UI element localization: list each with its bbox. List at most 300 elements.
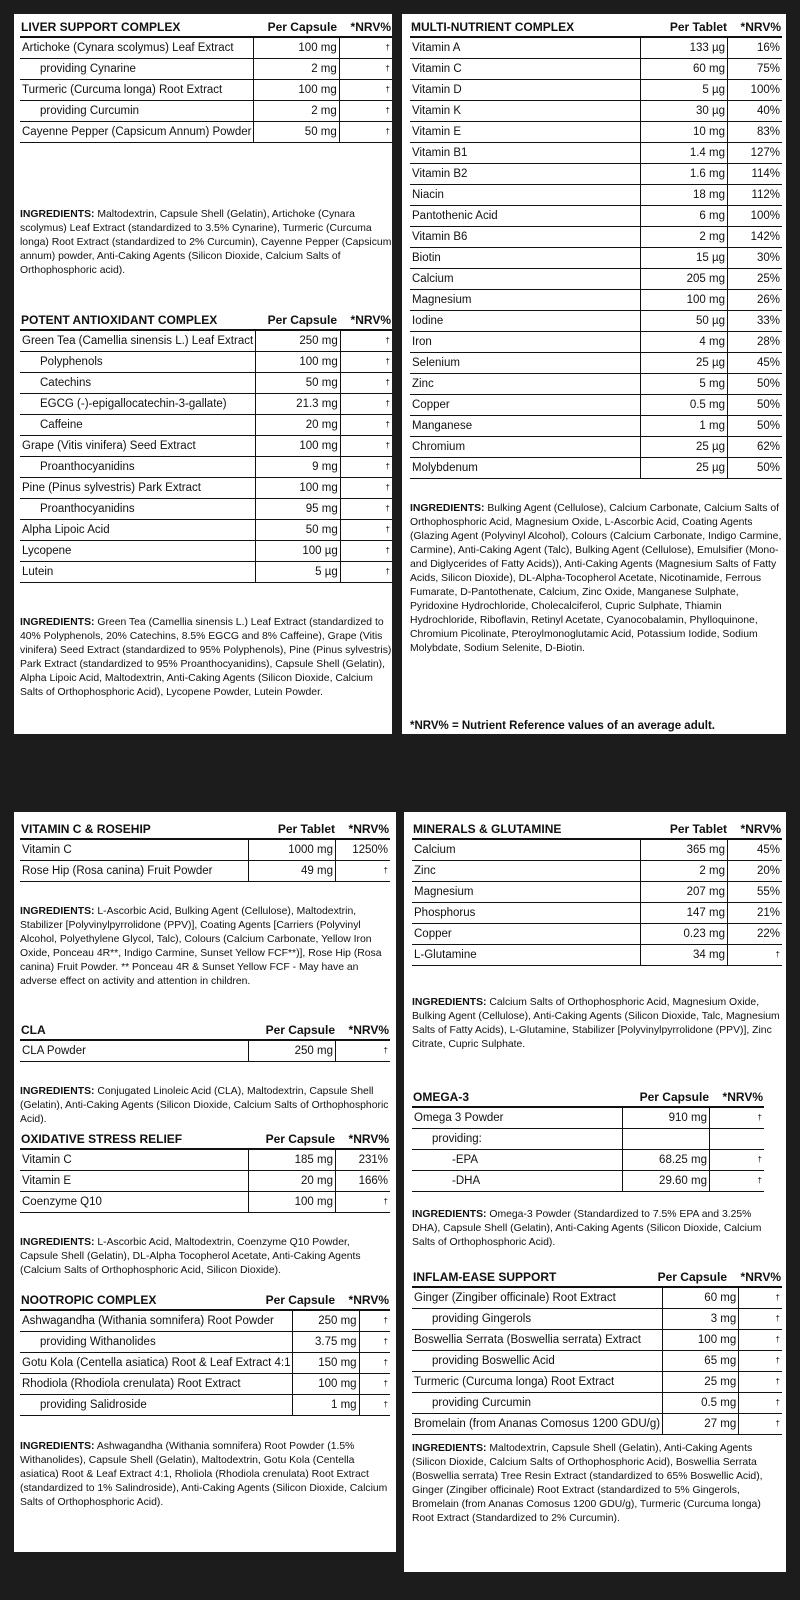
table-row: [20, 861, 390, 882]
nutrient-amount: 5 mg: [641, 374, 728, 395]
nutrient-name: Ashwagandha (Withania somnifera) Root Powder: [22, 1314, 274, 1327]
section-header: [20, 1023, 390, 1041]
nutrient-amount: 20 mg: [256, 415, 341, 436]
table-row: [410, 437, 782, 458]
nutrient-name: -DHA: [452, 1174, 481, 1187]
inflam-ease-section: [412, 1270, 782, 1435]
table-row: [20, 59, 392, 80]
section-header: [20, 1132, 390, 1150]
nutrient-name: Phosphorus: [414, 906, 476, 919]
table-row: [20, 1311, 390, 1332]
table-row: [412, 1414, 782, 1435]
table-row: [410, 248, 782, 269]
nutrient-amount: 5 µg: [256, 562, 341, 583]
nutrient-nrv: †: [728, 945, 783, 966]
nutrient-name: Proanthocyanidins: [40, 460, 135, 473]
table-row: [412, 924, 782, 945]
table-row: [20, 1192, 390, 1213]
nutrient-name: Rhodiola (Rhodiola crenulata) Root Extract: [22, 1377, 241, 1390]
nutrient-nrv: †: [336, 1192, 391, 1213]
table-row: [410, 374, 782, 395]
section-title: LIVER SUPPORT COMPLEX: [21, 20, 181, 34]
nutrient-name: Ginger (Zingiber officinale) Root Extract: [414, 1291, 616, 1304]
nutrient-amount: 9 mg: [256, 457, 341, 478]
nutrient-nrv: †: [339, 101, 392, 122]
nutrient-nrv: 114%: [728, 164, 783, 185]
nutrient-name: Vitamin C: [22, 1153, 72, 1166]
column-header-nrv: *NRV%: [348, 1023, 389, 1037]
column-header-amount: Per Capsule: [265, 1023, 335, 1037]
nutrient-name: Pantothenic Acid: [412, 209, 498, 222]
table-row: [20, 478, 392, 499]
minerals-section: [412, 822, 782, 966]
nutrient-name: Green Tea (Camellia sinensis L.) Leaf Extract: [22, 334, 254, 347]
nutrient-nrv: †: [339, 122, 392, 143]
table-row: [412, 840, 782, 861]
nutrient-amount: 0.23 mg: [641, 924, 728, 945]
nutrient-nrv: †: [359, 1311, 390, 1332]
nutrient-name: Iodine: [412, 314, 444, 327]
nutrient-nrv: 21%: [728, 903, 783, 924]
nutrient-amount: 100 mg: [663, 1330, 739, 1351]
nutrient-nrv: †: [340, 541, 392, 562]
nutrient-nrv: †: [739, 1330, 782, 1351]
nutrient-nrv: 40%: [728, 101, 783, 122]
nutrient-nrv: †: [340, 331, 392, 352]
nutrient-amount: 2 mg: [641, 227, 728, 248]
nutrient-name: Gotu Kola (Centella asiatica) Root & Leaf Extract 4:1: [22, 1356, 291, 1369]
multi-nutrient-section: [410, 20, 782, 479]
multi-ingredients: INGREDIENTS: Bulking Agent (Cellulose), Calcium Carbonate, Calcium Salts of Orthophosphoric Acid, Magnesium Oxide, L-Ascorbic Acid, Coating Agents (Glazing Agent (Polyvinyl Alcohol), Colours (Calcium Carbonate, Indigo Carmine, Carmine), Anti-Caking Agent (Talc), Bulking Agent (Cellulose), Emulsifier (Mono-and Diglycerides of Fatty Acids)), Anti-Caking Agents (Magnesium Salts of Fatty Acids, Silicon Dioxide), DL-Alpha-Tocopherol Acetate, Nicotinamide, Ferrous Fumarate, D-Pantothenate, Calcium, Zinc Oxide, Manganese Sulphate, Pyridoxine Hydrochloride, Cholecalciferol, Cupric Sulphate, Thiamin Hydrochloride, Riboflavin, Retinyl Acetate, Cyanocobalamin, Phylloquinone, Chromium Picolinate, Pteroylmonoglutamic Acid, Potassium Iodide, Sodium Molybdate, Sodium Selenite, D-Biotin.: [410, 503, 782, 654]
table-row: [412, 1351, 782, 1372]
nutrient-name: providing Cynarine: [40, 62, 136, 75]
nutrient-name: EGCG (-)-epigallocatechin-3-gallate): [40, 397, 227, 410]
section-header: [20, 20, 392, 38]
nutrient-name: Caffeine: [40, 418, 83, 431]
section-header: [412, 1270, 782, 1288]
nutrient-amount: 1 mg: [293, 1395, 359, 1416]
table-row: [20, 373, 392, 394]
cla-ingredients: INGREDIENTS: Conjugated Linoleic Acid (CLA), Maltodextrin, Capsule Shell (Gelatin), Anti-Caking Agents (Silicon Dioxide, Calcium Salts of Orthophosphoric Acid).: [20, 1086, 389, 1125]
nutrient-name: -EPA: [452, 1153, 478, 1166]
nutrient-name: Vitamin B1: [412, 146, 468, 159]
nutrient-nrv: 28%: [728, 332, 783, 353]
table-row: [20, 38, 392, 59]
nutrient-nrv: 166%: [336, 1171, 391, 1192]
table-row: [412, 1171, 764, 1192]
table-row: [410, 101, 782, 122]
nutrient-name: Zinc: [412, 377, 434, 390]
table-row: [20, 436, 392, 457]
nutrient-nrv: 100%: [728, 206, 783, 227]
nutrient-name: Vitamin B2: [412, 167, 468, 180]
column-header-amount: Per Capsule: [265, 1132, 335, 1146]
nutrient-nrv: 75%: [728, 59, 783, 80]
table-row: [410, 416, 782, 437]
nutrient-nrv: 62%: [728, 437, 783, 458]
nutrient-name: providing Withanolides: [40, 1335, 156, 1348]
nutrient-nrv: †: [710, 1171, 765, 1192]
nutrient-amount: 5 µg: [641, 80, 728, 101]
table-row: [412, 1108, 764, 1129]
nutrient-nrv: 30%: [728, 248, 783, 269]
nutrient-nrv: 45%: [728, 353, 783, 374]
nutrient-amount: 29.60 mg: [623, 1171, 710, 1192]
nutrient-nrv: 83%: [728, 122, 783, 143]
table-row: [20, 541, 392, 562]
nutrient-nrv: †: [336, 861, 391, 882]
nutrient-amount: 365 mg: [641, 840, 728, 861]
nutrient-name: Proanthocyanidins: [40, 502, 135, 515]
nutrient-table: [412, 1108, 764, 1192]
nutrient-nrv: †: [340, 394, 392, 415]
column-header-amount: Per Tablet: [669, 20, 727, 34]
table-row: [410, 269, 782, 290]
section-header: [410, 20, 782, 38]
section-title: OXIDATIVE STRESS RELIEF: [21, 1132, 183, 1146]
table-row: [410, 38, 782, 59]
table-row: [20, 562, 392, 583]
omega-ingredients: INGREDIENTS: Omega-3 Powder (Standardized to 7.5% EPA and 3.25% DHA), Capsule Shell (Gelatin), Anti-Caking Agents (Silicon Dioxide, Calcium Salts of Orthophosphoric Acid).: [412, 1209, 762, 1248]
table-row: [410, 395, 782, 416]
table-row: [412, 1372, 782, 1393]
nutrient-name: Calcium: [414, 843, 456, 856]
liver-ingredients: INGREDIENTS: Maltodextrin, Capsule Shell (Gelatin), Artichoke (Cynara scolymus) Leaf Extract (standardized to 3.5% Cynarine), Turmeric (Curcuma longa) Root Extract (standardized to 2% Curcumin), Cayenne Pepper (Capsicum annum) powder, Anti-Caking Agents (Silicon Dioxide, Calcium Salts of Orthophosphoric acid).: [20, 209, 392, 276]
nutrient-name: L-Glutamine: [414, 948, 477, 961]
nutrient-amount: 27 mg: [663, 1414, 739, 1435]
nutrient-table: [20, 1311, 390, 1416]
section-title: CLA: [21, 1023, 46, 1037]
nutrient-amount: 2 mg: [641, 861, 728, 882]
nutrient-amount: 1 mg: [641, 416, 728, 437]
nutrient-nrv: 25%: [728, 269, 783, 290]
nutrient-name: Grape (Vitis vinifera) Seed Extract: [22, 439, 196, 452]
table-row: [412, 882, 782, 903]
nutrient-nrv: 142%: [728, 227, 783, 248]
nutrient-nrv: 50%: [728, 458, 783, 479]
column-header-nrv: *NRV%: [348, 1293, 389, 1307]
nutrient-amount: 34 mg: [641, 945, 728, 966]
nutrient-table: [412, 840, 782, 966]
nutrient-name: Copper: [412, 398, 450, 411]
nutrient-name: Lycopene: [22, 544, 72, 557]
column-header-nrv: *NRV%: [740, 20, 781, 34]
nutrient-amount: 49 mg: [249, 861, 336, 882]
nutrient-table: [20, 1150, 390, 1213]
nutrient-amount: 100 mg: [256, 436, 341, 457]
table-row: [412, 1129, 764, 1150]
nutrient-table: [20, 1041, 390, 1062]
nutrient-amount: 100 mg: [641, 290, 728, 311]
column-header-nrv: *NRV%: [722, 1090, 763, 1104]
nutrient-amount: 100 mg: [256, 352, 341, 373]
nutrient-name: Polyphenols: [40, 355, 103, 368]
table-row: [20, 1332, 390, 1353]
nutrient-amount: 3 mg: [663, 1309, 739, 1330]
table-row: [20, 1374, 390, 1395]
nutrient-amount: 10 mg: [641, 122, 728, 143]
nutrient-nrv: †: [340, 436, 392, 457]
nutrient-table: [412, 1288, 782, 1435]
nutrient-nrv: 20%: [728, 861, 783, 882]
section-header: [20, 822, 390, 840]
nutrient-nrv: †: [340, 457, 392, 478]
vitamin-c-ingredients: INGREDIENTS: L-Ascorbic Acid, Bulking Agent (Cellulose), Maltodextrin, Stabilizer [Polyvinylpyrrolidone (PPV)], Coating Agents [Carriers (Polyvinyl Alcohol, Polyethylene Glycol, Talc), Colours (Calcium Carbonate, Yellow Iron Oxide, Ponceau 4R**, Indigo Carmine, Sunset Yellow FCF**)], Rose Hip (Rosa canina) Fruit Powder. ** Ponceau 4R & Sunset Yellow FCF - May have an adverse effect on activity and attention in children.: [20, 906, 382, 987]
nutrient-nrv: 100%: [728, 80, 783, 101]
nutrient-name: Vitamin B6: [412, 230, 468, 243]
table-row: [410, 206, 782, 227]
nutrient-name: Vitamin C: [412, 62, 462, 75]
nutrient-amount: 30 µg: [641, 101, 728, 122]
nutrient-name: providing Gingerols: [432, 1312, 532, 1325]
nutrient-amount: 205 mg: [641, 269, 728, 290]
nrv-footnote: *NRV% = Nutrient Reference values of an average adult.: [410, 720, 715, 732]
nutrient-nrv: †: [340, 478, 392, 499]
table-row: [20, 499, 392, 520]
inflam-ingredients: INGREDIENTS: Maltodextrin, Capsule Shell (Gelatin), Anti-Caking Agents (Silicon Dioxide, Calcium Salts of Orthophosphoric Acid), Boswellia Serrata (Boswellia serrata) Tree Resin Extract (standardized to 65% Boswellic Acid), Ginger (Zingiber officinale) Root Extract (standardized to 5% Gingerols, Bromelain (from Ananas Comosus 1200 GDU/g), Turmeric (Curcuma longa) Root Extract (Standardized to 2% Curcumin).: [412, 1443, 763, 1524]
table-row: [20, 457, 392, 478]
nutrient-nrv: †: [340, 373, 392, 394]
nutrient-table: [410, 38, 782, 479]
nutrient-nrv: †: [339, 80, 392, 101]
nutrient-amount: 0.5 mg: [663, 1393, 739, 1414]
table-row: [20, 352, 392, 373]
nutrient-amount: 100 mg: [254, 38, 339, 59]
column-header-nrv: *NRV%: [348, 822, 389, 836]
nutrient-name: Chromium: [412, 440, 466, 453]
nutrient-name: Vitamin K: [412, 104, 462, 117]
table-row: [20, 1395, 390, 1416]
nutrient-name: Lutein: [22, 565, 54, 578]
nutrient-name: Iron: [412, 335, 432, 348]
nutrient-nrv: 50%: [728, 395, 783, 416]
nutrient-nrv: 50%: [728, 374, 783, 395]
section-title: INFLAM-EASE SUPPORT: [413, 1270, 557, 1284]
nutrient-nrv: †: [340, 520, 392, 541]
nutrient-amount: 2 mg: [254, 59, 339, 80]
column-header-amount: Per Tablet: [669, 822, 727, 836]
vitamin-c-section: [20, 822, 390, 882]
nutrient-name: Omega 3 Powder: [414, 1111, 504, 1124]
column-header-amount: Per Capsule: [657, 1270, 727, 1284]
section-title: MINERALS & GLUTAMINE: [413, 822, 562, 836]
nutrient-amount: 50 µg: [641, 311, 728, 332]
nutrient-nrv: †: [739, 1288, 782, 1309]
minerals-ingredients: INGREDIENTS: Calcium Salts of Orthophosphoric Acid, Magnesium Oxide, Bulking Agent (Cellulose), Anti-Caking Agents (Silicon Dioxide, Talc, Magnesium Salts of Fatty Acids), L-Glutamine, Stabilizer [Polyvinylpyrrolidone (PPV)], Zinc Citrate, Cupric Sulphate.: [412, 997, 780, 1050]
nutrient-amount: 100 mg: [293, 1374, 359, 1395]
nutrient-nrv: †: [710, 1150, 765, 1171]
omega-3-section: [412, 1090, 764, 1192]
table-row: [20, 101, 392, 122]
column-header-amount: Per Capsule: [265, 1293, 335, 1307]
nutrient-name: Magnesium: [414, 885, 474, 898]
cla-section: [20, 1023, 390, 1062]
table-row: [410, 311, 782, 332]
nutrient-amount: 100 mg: [249, 1192, 336, 1213]
nutrient-name: Vitamin E: [412, 125, 462, 138]
nutrient-nrv: †: [340, 562, 392, 583]
nutrient-nrv: †: [739, 1351, 782, 1372]
table-row: [20, 80, 392, 101]
nutrient-amount: 25 µg: [641, 458, 728, 479]
table-row: [412, 1330, 782, 1351]
table-row: [412, 1393, 782, 1414]
nutrient-amount: 50 mg: [254, 122, 339, 143]
nutrient-nrv: 1250%: [336, 840, 391, 861]
nutrient-amount: 25 mg: [663, 1372, 739, 1393]
nutrient-amount: 1000 mg: [249, 840, 336, 861]
nutrient-nrv: †: [340, 352, 392, 373]
section-title: OMEGA-3: [413, 1090, 470, 1104]
column-header-amount: Per Capsule: [267, 20, 337, 34]
oxidative-ingredients: INGREDIENTS: L-Ascorbic Acid, Maltodextrin, Coenzyme Q10 Powder, Capsule Shell (Gelatin), DL-Alpha Tocopherol Acetate, Anti-Caking Agents (Calcium Salts of Orthophosphoric Acid, Silicon Dioxide).: [20, 1237, 361, 1276]
section-title: VITAMIN C & ROSEHIP: [21, 822, 151, 836]
nutrient-amount: 21.3 mg: [256, 394, 341, 415]
nutrient-amount: 50 mg: [256, 520, 341, 541]
nutrient-nrv: 26%: [728, 290, 783, 311]
nutrient-name: Vitamin E: [22, 1174, 72, 1187]
nutrient-nrv: †: [739, 1414, 782, 1435]
column-header-nrv: *NRV%: [740, 822, 781, 836]
nutrient-amount: 250 mg: [256, 331, 341, 352]
nutrient-amount: 68.25 mg: [623, 1150, 710, 1171]
column-header-nrv: *NRV%: [350, 313, 391, 327]
column-header-nrv: *NRV%: [348, 1132, 389, 1146]
table-row: [412, 1150, 764, 1171]
antioxidant-ingredients: INGREDIENTS: Green Tea (Camellia sinensis L.) Leaf Extract (standardized to 40% Polyphenols, 20% Catechins, 8.5% EGCG and 8% Caffeine), Grape (Vitis vinifera) Seed Extract (standardized to 95% Polyphenols), Pine (Pinus sylvestris) Park Extract (standardized to 95% Proanthocyanidins), Capsule Shell (Gelatin), Alpha Lipoic Acid, Maltodextrin, Anti-Caking Agents (Silicon Dioxide, Calcium Salts of Orthophosphoric Acid), Lycopene Powder, Lutein Powder.: [20, 617, 392, 698]
oxidative-stress-section: [20, 1132, 390, 1213]
section-header: [412, 1090, 764, 1108]
column-header-nrv: *NRV%: [740, 1270, 781, 1284]
section-header: [20, 1293, 390, 1311]
nootropic-section: [20, 1293, 390, 1416]
nutrient-amount: 4 mg: [641, 332, 728, 353]
nutrient-amount: 150 mg: [293, 1353, 359, 1374]
nutrient-name: Manganese: [412, 419, 473, 432]
nutrient-amount: 133 µg: [641, 38, 728, 59]
table-row: [410, 458, 782, 479]
nutrient-nrv: †: [359, 1395, 390, 1416]
section-header: [412, 822, 782, 840]
column-header-nrv: *NRV%: [350, 20, 391, 34]
nutrient-amount: 25 µg: [641, 353, 728, 374]
nutrient-amount: 18 mg: [641, 185, 728, 206]
table-row: [412, 1288, 782, 1309]
column-header-amount: Per Tablet: [277, 822, 335, 836]
section-title: MULTI-NUTRIENT COMPLEX: [411, 20, 575, 34]
nutrient-name: Vitamin D: [412, 83, 462, 96]
table-row: [20, 1150, 390, 1171]
nutrient-amount: 0.5 mg: [641, 395, 728, 416]
table-row: [20, 331, 392, 352]
nutrient-nrv: †: [359, 1332, 390, 1353]
nutrient-name: Coenzyme Q10: [22, 1195, 102, 1208]
nutrient-nrv: 45%: [728, 840, 783, 861]
nutrient-amount: [623, 1129, 710, 1150]
nutrient-amount: 50 mg: [256, 373, 341, 394]
nutrient-nrv: [710, 1129, 765, 1150]
nutrient-name: Copper: [414, 927, 452, 940]
table-row: [20, 1171, 390, 1192]
table-row: [410, 80, 782, 101]
nootropic-ingredients: INGREDIENTS: Ashwagandha (Withania somnifera) Root Powder (1.5% Withanolides), Capsule Shell (Gelatin), Maltodextrin, Gotu Kola (Centella asiatica) Root & Leaf Extract 4:1, Rholiola (Rhodiola crenulata) Root Extract (standardized to 1% Salindroside), Anti-Caking Agents (Silicon Dioxide, Calcium Salts of Orthophosphoric Acid).: [20, 1441, 388, 1508]
nutrient-amount: 2 mg: [254, 101, 339, 122]
nutrient-name: Turmeric (Curcuma longa) Root Extract: [414, 1375, 615, 1388]
nutrient-name: Biotin: [412, 251, 441, 264]
table-row: [20, 1353, 390, 1374]
nutrient-name: CLA Powder: [22, 1044, 86, 1057]
table-row: [412, 861, 782, 882]
nutrient-nrv: 33%: [728, 311, 783, 332]
nutrient-name: Turmeric (Curcuma longa) Root Extract: [22, 83, 223, 96]
nutrient-amount: 95 mg: [256, 499, 341, 520]
table-row: [410, 185, 782, 206]
table-row: [410, 164, 782, 185]
nutrient-name: providing Boswellic Acid: [432, 1354, 555, 1367]
table-row: [20, 122, 392, 143]
nutrient-nrv: †: [336, 1041, 391, 1062]
liver-support-section: [20, 20, 392, 143]
nutrient-table: [20, 38, 392, 143]
nutrient-nrv: †: [339, 59, 392, 80]
nutrient-name: Vitamin C: [22, 843, 72, 856]
table-row: [410, 227, 782, 248]
nutrient-amount: 207 mg: [641, 882, 728, 903]
nutrient-amount: 100 mg: [256, 478, 341, 499]
nutrient-name: Molybdenum: [412, 461, 478, 474]
nutrient-nrv: †: [739, 1393, 782, 1414]
nutrient-nrv: †: [739, 1372, 782, 1393]
nutrient-nrv: 127%: [728, 143, 783, 164]
nutrient-amount: 250 mg: [293, 1311, 359, 1332]
nutrient-name: Rose Hip (Rosa canina) Fruit Powder: [22, 864, 213, 877]
nutrient-nrv: 231%: [336, 1150, 391, 1171]
nutrient-name: providing Salidroside: [40, 1398, 147, 1411]
nutrient-name: providing Curcumin: [40, 104, 140, 117]
table-row: [20, 840, 390, 861]
nutrient-name: Calcium: [412, 272, 454, 285]
table-row: [20, 415, 392, 436]
nutrient-table: [20, 331, 392, 583]
nutrient-nrv: 112%: [728, 185, 783, 206]
antioxidant-section: [20, 313, 392, 583]
nutrient-nrv: †: [339, 38, 392, 59]
table-row: [412, 903, 782, 924]
column-header-amount: Per Capsule: [639, 1090, 709, 1104]
table-row: [410, 59, 782, 80]
nutrient-name: Pine (Pinus sylvestris) Park Extract: [22, 481, 201, 494]
nutrient-name: Alpha Lipoic Acid: [22, 523, 110, 536]
nutrient-amount: 100 mg: [254, 80, 339, 101]
nutrient-name: Zinc: [414, 864, 436, 877]
nutrient-nrv: †: [340, 415, 392, 436]
section-title: NOOTROPIC COMPLEX: [21, 1293, 157, 1307]
nutrient-amount: 60 mg: [663, 1288, 739, 1309]
nutrient-nrv: 22%: [728, 924, 783, 945]
nutrient-amount: 20 mg: [249, 1171, 336, 1192]
table-row: [410, 290, 782, 311]
table-row: [410, 143, 782, 164]
section-title: POTENT ANTIOXIDANT COMPLEX: [21, 313, 218, 327]
nutrient-name: providing:: [432, 1132, 482, 1145]
nutrient-name: Cayenne Pepper (Capsicum Annum) Powder: [22, 125, 252, 138]
nutrient-nrv: †: [710, 1108, 765, 1129]
table-row: [410, 332, 782, 353]
nutrient-amount: 1.4 mg: [641, 143, 728, 164]
nutrient-nrv: 16%: [728, 38, 783, 59]
nutrient-name: Boswellia Serrata (Boswellia serrata) Extract: [414, 1333, 641, 1346]
nutrient-name: Artichoke (Cynara scolymus) Leaf Extract: [22, 41, 234, 54]
